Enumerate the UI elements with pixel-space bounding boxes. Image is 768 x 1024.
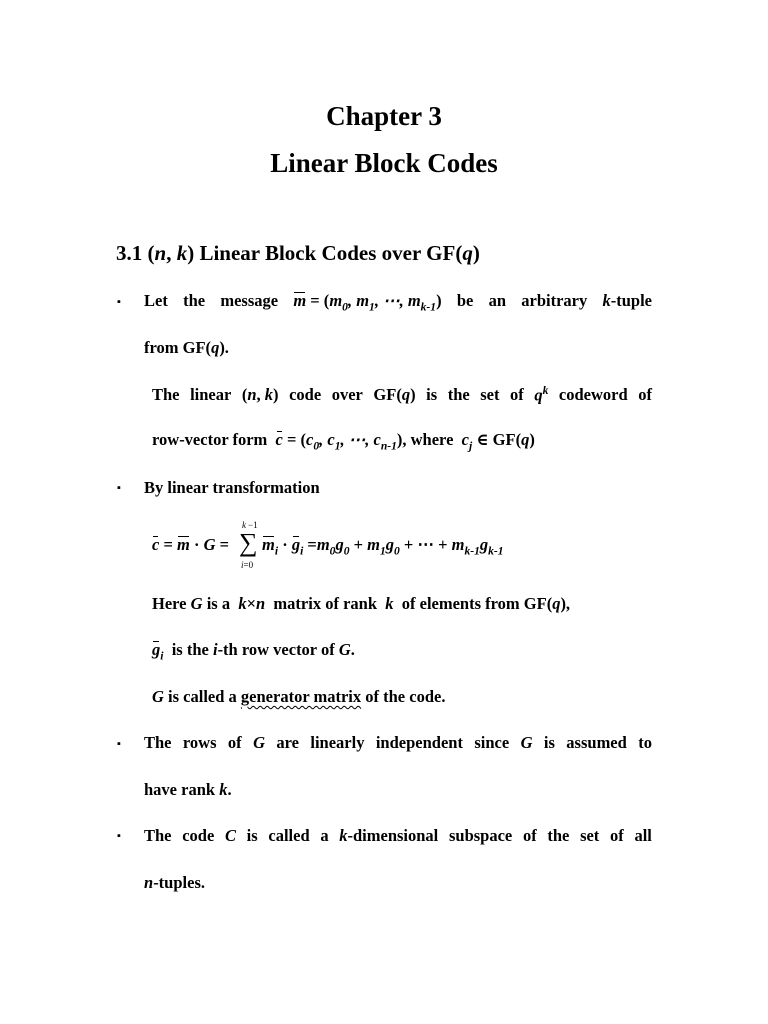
chapter-label: Chapter 3 <box>326 101 442 131</box>
p1-line-2: from GF(q). <box>144 338 229 357</box>
p4-line-1: Here G is a k×n matrix of rank k of elements from GF(q), <box>152 594 571 613</box>
encoding-equation: c = m · G = k −1 ∑ i=0 $m_i \cdot g_i =m_0g_0 + m_1g_0$ + ⋯ + $m_{k-1}g_{k-1}$ <box>152 520 504 570</box>
generator-matrix-term: generator matrix <box>240 687 362 706</box>
p2-line-1: The linear (n, k) code over GF(q) is the set of $q^k$ codeword of <box>152 385 652 405</box>
p3-text: By linear transformation <box>144 478 320 497</box>
p4-line-3: G is called a generator matrix of the code. <box>152 687 446 706</box>
p4-line-2: $g_i$ is the i-th row vector of G. <box>152 640 355 663</box>
p2-line-2: row-vector form $c = (c_0$, $c_1$, ⋯, $c_{n-1}$), where $c_j$ ∈ GF(q) <box>152 430 535 453</box>
p1-line-1: Let the message $m = (m_0$, $m_1$, ⋯, $m_{k-1}$) be an arbitrary k-tuple <box>144 291 652 314</box>
bullet-icon: ▪ <box>117 482 121 494</box>
section-heading: 3.1 (n, k) Linear Block Codes over GF(q) <box>116 241 480 265</box>
bullet-icon: ▪ <box>117 830 121 842</box>
p5-line-2: have rank k. <box>144 780 232 799</box>
bullet-icon: ▪ <box>117 296 121 308</box>
p6-line-2: n-tuples. <box>144 873 205 892</box>
chapter-title: Linear Block Codes <box>270 148 498 178</box>
bullet-icon: ▪ <box>117 738 121 750</box>
p5-line-1: The rows of G are linearly independent since G is assumed to <box>144 733 652 752</box>
message-vector: $m = (m_0$, $m_1$, ⋯, $m_{k-1}$) <box>293 291 442 314</box>
p6-line-1: The code C is called a k-dimensional subspace of the set of all <box>144 826 652 845</box>
